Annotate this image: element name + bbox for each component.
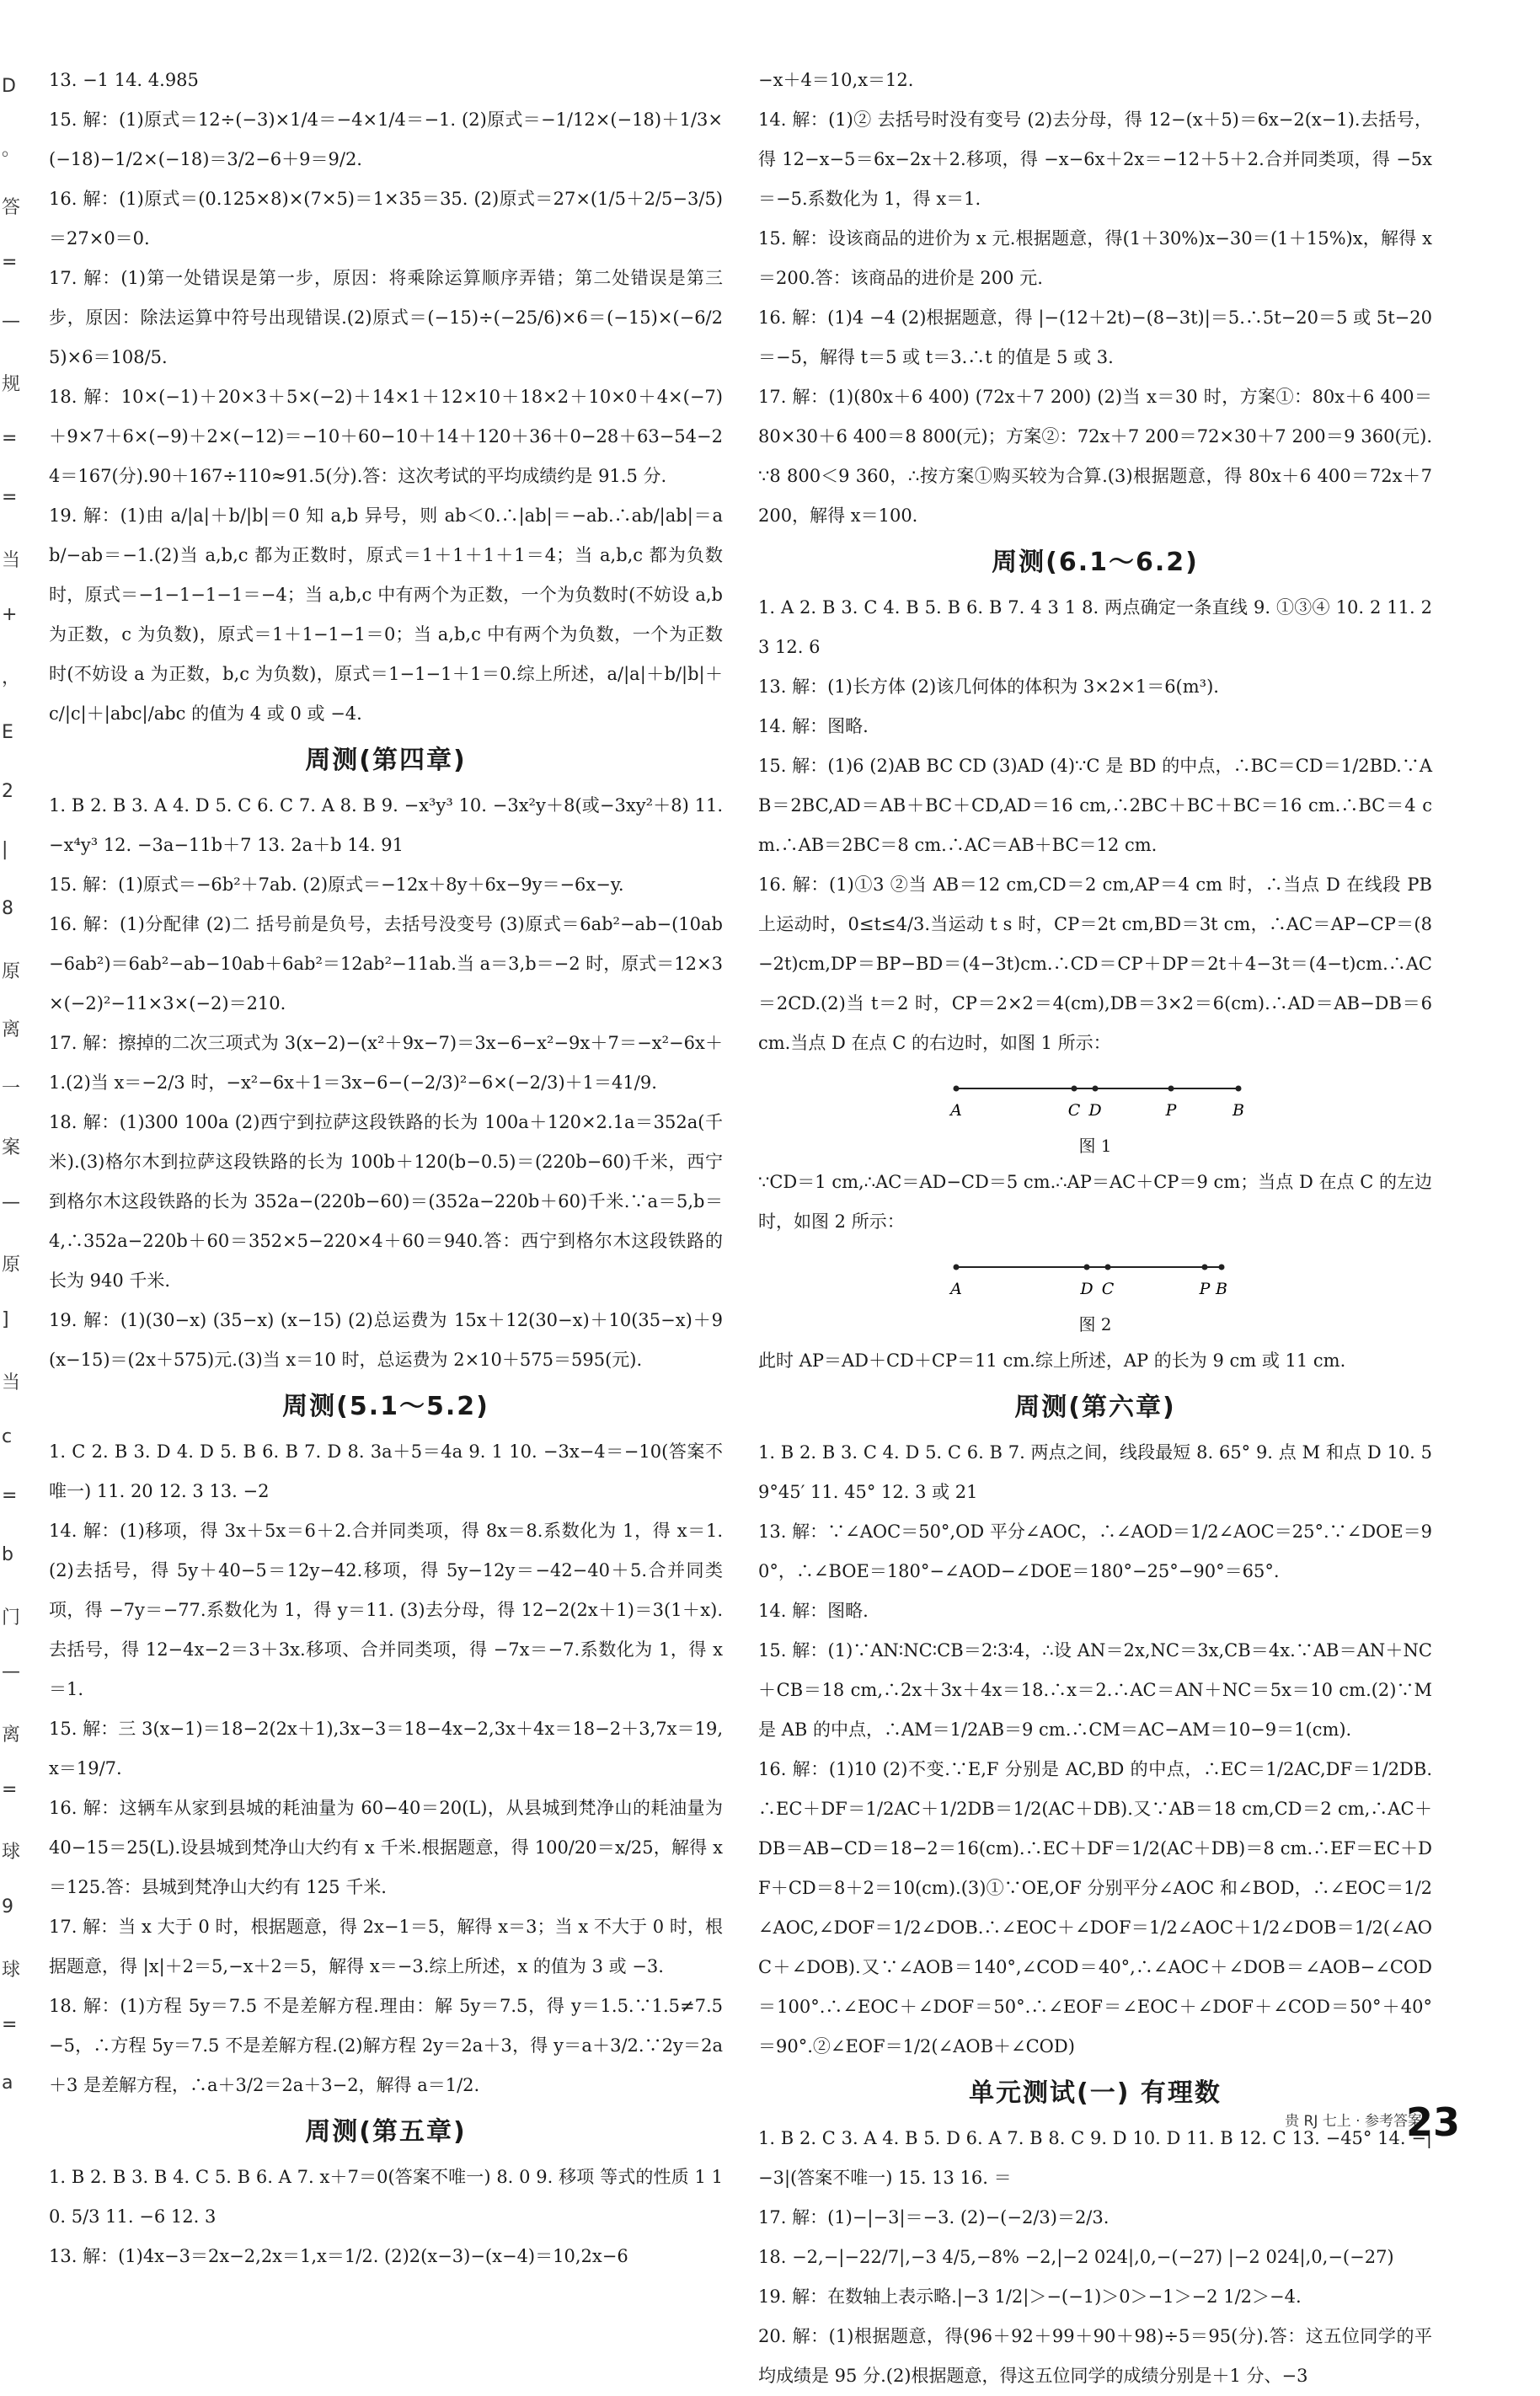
margin-fragment: — [2, 310, 20, 332]
point-label: B [1233, 1101, 1244, 1120]
answer-paragraph: 16. 解：(1)①3 ②当 AB＝12 cm,CD＝2 cm,AP＝4 cm 时，∴当点 D 在线段 PB 上运动时，0≤t≤4/3.当运动 t s 时，CP＝2t cm,BD＝3t cm，∴AC＝AP−CP＝(8−2t)cm,DP＝BP−BD＝(4−3t)cm.∴CD＝CP＋DP＝2t＋4−3t＝(4−t)cm.∴AC＝2CD.(2)当 t＝2 时，CP＝2×2＝4(cm),DB＝3×2＝6(cm).∴AD＝AB−DB＝6 cm.当点 D 在点 C 的右边时，如图 1 所示： [758, 874, 1432, 1053]
answer-paragraph: 1. B 2. B 3. A 4. D 5. C 6. C 7. A 8. B 9. −x³y³ 10. −3x²y＋8(或−3xy²＋8) 11. −x⁴y³ 12. −3a−11b＋7 13. 2a＋b 14. 91 [49, 795, 723, 855]
margin-fragment: = [2, 487, 18, 508]
point-label: P [1165, 1101, 1177, 1120]
margin-fragment: 案 [2, 1136, 21, 1158]
answer-paragraph: 15. 解：(1)∵AN∶NC∶CB＝2∶3∶4，∴设 AN＝2x,NC＝3x,CB＝4x.∵AB＝AN＋NC＋CB＝18 cm,∴2x＋3x＋4x＝18.∴x＝2.∴AC＝AN＋NC＝5x＝10 cm.(2)∵M 是 AB 的中点，∴AM＝1/2AB＝9 cm.∴CM＝AC−AM＝10−9＝1(cm). [758, 1640, 1432, 1740]
answer-paragraph: 15. 解：三 3(x−1)＝18−2(2x＋1),3x−3＝18−4x−2,3x＋4x＝18−2＋3,7x＝19,x＝19/7. [49, 1719, 723, 1778]
margin-fragment: b [2, 1543, 13, 1565]
segment-point [1072, 1086, 1077, 1092]
answer-paragraph: 15. 解：设该商品的进价为 x 元.根据题意，得(1＋30%)x−30＝(1＋15%)x，解得 x＝200.答：该商品的进价是 200 元. [758, 228, 1432, 288]
answer-paragraph: 18. 解：10×(−1)＋20×3＋5×(−2)＋14×1＋12×10＋18×2＋10×0＋4×(−7)＋9×7＋6×(−9)＋2×(−12)＝−10＋60−10＋14＋120＋36＋0−28＋63−54−24＝167(分).90＋167÷110≈91.5(分).答：这次考试的平均成绩约是 91.5 分. [49, 387, 723, 486]
margin-fragment: 离 [2, 1019, 21, 1041]
margin-fragment: 原 [2, 1254, 21, 1276]
margin-fragment: 原 [2, 960, 21, 982]
margin-fragment: 2 [2, 780, 13, 802]
point-label: C [1067, 1101, 1081, 1120]
margin-fragment: 离 [2, 1725, 21, 1746]
answer-paragraph: 17. 解：(1)−|−3|＝−3. (2)−(−2/3)＝2/3. [758, 2207, 1110, 2228]
point-label: D [1088, 1101, 1102, 1120]
figure-caption: 图 2 [1078, 1314, 1112, 1334]
point-label: A [950, 1101, 962, 1120]
answer-paragraph: 1. C 2. B 3. D 4. D 5. B 6. B 7. D 8. 3a＋5＝4a 9. 1 10. −3x−4＝−10(答案不唯一) 11. 20 12. 3 13. −2 [49, 1441, 723, 1501]
margin-fragment: = [2, 428, 18, 450]
answer-paragraph: 17. 解：(1)第一处错误是第一步，原因：将乘除运算顺序弄错；第二处错误是第三步，原因：除法运算中符号出现错误.(2)原式＝(−15)÷(−25/6)×6＝(−15)×(−6/25)×6＝108/5. [49, 268, 723, 367]
answer-paragraph: 此时 AP＝AD＋CD＋CP＝11 cm.综上所述，AP 的长为 9 cm 或 11 cm. [758, 1350, 1346, 1371]
section-heading: 周测(第四章) [305, 746, 467, 775]
margin-fragment: + [2, 604, 18, 626]
answer-paragraph: 16. 解：(1)原式＝(0.125×8)×(7×5)＝1×35＝35. (2)原式＝27×(1/5＋2/5−3/5)＝27×0＝0. [49, 189, 723, 249]
answer-paragraph: 1. B 2. B 3. C 4. D 5. C 6. B 7. 两点之间，线段最短 8. 65° 9. 点 M 和点 D 10. 59°45′ 11. 45° 12. 3 或 21 [758, 1442, 1432, 1502]
margin-fragment: 答 [2, 197, 21, 219]
margin-fragment: = [2, 252, 18, 274]
footer-label: 贵 RJ 七上 · 参考答案 [1285, 2113, 1422, 2130]
point-label: P [1199, 1280, 1211, 1298]
margin-fragment: ， [2, 667, 21, 689]
segment-point [954, 1086, 960, 1092]
margin-fragment: = [2, 1778, 18, 1800]
point-label: D [1080, 1280, 1094, 1298]
answer-paragraph: 14. 解：(1)② 去括号时没有变号 (2)去分母，得 12−(x＋5)＝6x−2(x−1).去括号，得 12−x−5＝6x−2x＋2.移项，得 −x−6x＋2x＝−12＋5＋2.合并同类项，得 −5x＝−5.系数化为 1，得 x＝1. [758, 110, 1432, 209]
answer-paragraph: ∵CD＝1 cm,∴AC＝AD−CD＝5 cm.∴AP＝AC＋CP＝9 cm；当点 D 在点 C 的左边时，如图 2 所示： [758, 1172, 1432, 1232]
margin-fragment: = [2, 1485, 18, 1507]
answer-paragraph: 20. 解：(1)根据题意，得(96＋92＋99＋90＋98)÷5＝95(分).答：这五位同学的平均成绩是 95 分.(2)根据题意，得这五位同学的成绩分别是＋1 分、−3 [758, 2326, 1432, 2386]
answer-paragraph: 14. 解：图略. [758, 1601, 869, 1621]
answer-paragraph: 13. −1 14. 4.985 [49, 70, 199, 90]
section-heading: 周测(5.1～5.2) [282, 1392, 489, 1421]
margin-fragment: — [2, 1191, 20, 1213]
answer-paragraph: 18. 解：(1)300 100a (2)西宁到拉萨这段铁路的长为 100a＋120×2.1a＝352a(千米).(3)格尔木到拉萨这段铁路的长为 100b＋120(b−0.5)＝(220b−60)千米，西宁到格尔木这段铁路的长为 352a−(220b−60)＝(352a−220b＋60)千米.∵a＝5,b＝4,∴352a−220b＋60＝352×5−220×4＋60＝940.答：西宁到格尔木这段铁路的长为 940 千米. [49, 1112, 723, 1291]
margin-fragment: 。 [2, 138, 21, 160]
answer-paragraph: 16. 解：(1)分配律 (2)二 括号前是负号，去括号没变号 (3)原式＝6ab²−ab−(10ab−6ab²)＝6ab²−ab−10ab＋6ab²＝12ab²−11ab.当 a＝3,b＝−2 时，原式＝12×3×(−2)²−11×3×(−2)＝210. [49, 914, 723, 1013]
answer-paragraph: 14. 解：图略. [758, 716, 869, 736]
left-column [49, 61, 723, 2276]
segment-point [1105, 1265, 1111, 1270]
answer-paragraph: 1. A 2. B 3. C 4. B 5. B 6. B 7. 4 3 1 8. 两点确定一条直线 9. ①③④ 10. 2 11. 23 12. 6 [758, 597, 1432, 657]
answer-paragraph: 13. 解：(1)4x−3＝2x−2,2x＝1,x＝1/2. (2)2(x−3)−(x−4)＝10,2x−6 [49, 2246, 628, 2266]
answer-paragraph: 1. B 2. C 3. A 4. B 5. D 6. A 7. B 8. C 9. D 10. D 11. B 12. C 13. −45° 14. −|−3|(答案不唯一) 15. 13 16. ＝ [758, 2128, 1432, 2188]
answer-paragraph: 18. −2,−|−22/7|,−3 4/5,−8% −2,|−2 024|,0,−(−27) |−2 024|,0,−(−27) [758, 2247, 1394, 2267]
answer-paragraph: 15. 解：(1)原式＝12÷(−3)×1/4＝−4×1/4＝−1. (2)原式＝−1/12×(−18)＋1/3×(−18)−1/2×(−18)＝3/2−6＋9＝9/2. [49, 110, 723, 169]
section-heading: 周测(6.1～6.2) [992, 548, 1199, 577]
answer-paragraph: 15. 解：(1)6 (2)AB BC CD (3)AD (4)∵C 是 BD 的中点，∴BC＝CD＝1/2BD.∵AB＝2BC,AD＝AB＋BC＋CD,AD＝16 cm,∴2BC＋BC＋BC＝16 cm.∴BC＝4 cm.∴AB＝2BC＝8 cm.∴AC＝AB＋BC＝12 cm. [758, 756, 1432, 855]
segment-figure [758, 1242, 1432, 1309]
margin-fragment: — [2, 1661, 20, 1683]
answer-paragraph: 17. 解：擦掉的二次三项式为 3(x−2)−(x²＋9x−7)＝3x−6−x²−9x＋7＝−x²−6x＋1.(2)当 x＝−2/3 时，−x²−6x＋1＝3x−6−(−2/3)²−6×(−2/3)＋1＝41/9. [49, 1033, 723, 1093]
segment-point [1236, 1086, 1242, 1092]
answer-paragraph: 18. 解：(1)方程 5y＝7.5 不是差解方程.理由：解 5y＝7.5，得 y＝1.5.∵1.5≠7.5−5，∴方程 5y＝7.5 不是差解方程.(2)解方程 2y＝2a＋3，得 y＝a＋3/2.∵2y＝2a＋3 是差解方程，∴a＋3/2＝2a＋3−2，解得 a＝1/2. [49, 1996, 723, 2095]
margin-fragment: 9 [2, 1896, 13, 1918]
answer-paragraph: 16. 解：这辆车从家到县城的耗油量为 60−40＝20(L)，从县城到梵净山的耗油量为 40−15＝25(L).设县城到梵净山大约有 x 千米.根据题意，得 100/20＝x/25，解得 x＝125.答：县城到梵净山大约有 125 千米. [49, 1798, 723, 1897]
point-label: C [1101, 1280, 1115, 1298]
margin-fragment: E [2, 721, 13, 743]
margin-fragment: a [2, 2072, 13, 2094]
margin-fragment: 球 [2, 1842, 21, 1864]
answer-paragraph: 16. 解：(1)10 (2)不变.∵E,F 分别是 AC,BD 的中点，∴EC＝1/2AC,DF＝1/2DB.∴EC＋DF＝1/2AC＋1/2DB＝1/2(AC＋DB).又∵AB＝18 cm,CD＝2 cm,∴AC＋DB＝AB−CD＝18−2＝16(cm).∴EC＋DF＝1/2(AC＋DB)＝8 cm.∴EF＝EC＋DF＋CD＝8＋2＝10(cm).(3)①∵OE,OF 分别平分∠AOC 和∠BOD，∴∠EOC＝1/2∠AOC,∠DOF＝1/2∠DOB.∴∠EOC＋∠DOF＝1/2∠AOC＋1/2∠DOB＝1/2(∠AOC＋∠DOB).又∵∠AOB＝140°,∠COD＝40°,∴∠AOC＋∠DOB＝∠AOB−∠COD＝100°.∴∠EOC＋∠DOF＝50°.∴∠EOF＝∠EOC＋∠DOF＋∠COD＝50°＋40°＝90°.②∠EOF＝1/2(∠AOB＋∠COD) [758, 1759, 1432, 2056]
margin-fragment: 8 [2, 898, 13, 919]
segment-point [1219, 1265, 1225, 1270]
margin-fragment: 一 [2, 1078, 21, 1100]
answer-paragraph: 17. 解：(1)(80x＋6 400) (72x＋7 200) (2)当 x＝30 时，方案①：80x＋6 400＝80×30＋6 400＝8 800(元)；方案②：72x＋7 200＝72×30＋7 200＝9 360(元).∵8 800＜9 360，∴按方案①购买较为合算.(3)根据题意，得 80x＋6 400＝72x＋7 200，解得 x＝100. [758, 387, 1432, 526]
segment-point [954, 1265, 960, 1270]
answer-paragraph: 15. 解：(1)原式＝−6b²＋7ab. (2)原式＝−12x＋8y＋6x−9y＝−6x−y. [49, 874, 624, 895]
segment-point [1202, 1265, 1208, 1270]
margin-fragment: D [2, 76, 16, 97]
page-number: 23 [1405, 2099, 1460, 2145]
answer-paragraph: −x＋4＝10,x＝12. [758, 70, 914, 90]
answer-paragraph: 14. 解：(1)移项，得 3x＋5x＝6＋2.合并同类项，得 8x＝8.系数化为 1，得 x＝1.(2)去括号，得 5y＋40−5＝12y−42.移项，得 5y−12y＝−42−40＋5.合并同类项，得 −7y＝−77.系数化为 1，得 y＝11. (3)去分母，得 12−2(2x＋1)＝3(1＋x).去括号，得 12−4x−2＝3＋3x.移项、合并同类项，得 −7x＝−7.系数化为 1，得 x＝1. [49, 1521, 723, 1699]
section-heading: 周测(第六章) [1014, 1393, 1176, 1422]
segment-figure [758, 1063, 1432, 1131]
segment-point [1084, 1265, 1090, 1270]
answer-paragraph: 19. 解：在数轴上表示略.|−3 1/2|＞−(−1)＞0＞−1＞−2 1/2＞−4. [758, 2286, 1302, 2307]
section-heading: 单元测试(一) 有理数 [969, 2078, 1222, 2108]
margin-fragment: 当 [2, 549, 21, 571]
segment-diagram [758, 1242, 1432, 1309]
segment-point [1093, 1086, 1099, 1092]
answer-paragraph: 13. 解：∵∠AOC＝50°,OD 平分∠AOC，∴∠AOD＝1/2∠AOC＝25°.∵∠DOE＝90°，∴∠BOE＝180°−∠AOD−∠DOE＝180°−25°−90°＝65°. [758, 1522, 1432, 1581]
answer-paragraph: 1. B 2. B 3. B 4. C 5. B 6. A 7. x＋7＝0(答案不唯一) 8. 0 9. 移项 等式的性质 1 10. 5/3 11. −6 12. 3 [49, 2167, 723, 2227]
point-label: A [950, 1280, 962, 1298]
figure-caption: 图 1 [1078, 1136, 1112, 1156]
margin-fragment: c [2, 1426, 13, 1448]
answer-paragraph: 19. 解：(1)由 a/|a|＋b/|b|＝0 知 a,b 异号，则 ab＜0.∴|ab|＝−ab.∴ab/|ab|＝ab/−ab＝−1.(2)当 a,b,c 都为正数时，原式＝1＋1＋1＋1＝4；当 a,b,c 都为负数时，原式＝−1−1−1−1＝−4；当 a,b,c 中有两个为正数，一个为负数时(不妨设 a,b 为正数，c 为负数)，原式＝1＋1−1−1＝0；当 a,b,c 中有两个为负数，一个为正数时(不妨设 a 为正数，b,c 为负数)，原式＝1−1−1＋1＝0.综上所述，a/|a|＋b/|b|＋c/|c|＋|abc|/abc 的值为 4 或 0 或 −4. [49, 505, 723, 724]
point-label: B [1216, 1280, 1227, 1298]
margin-fragment: 当 [2, 1372, 21, 1393]
margin-fragment: ] [2, 1309, 9, 1330]
answer-paragraph: 13. 解：(1)长方体 (2)该几何体的体积为 3×2×1＝6(m³). [758, 677, 1219, 697]
margin-fragment: | [2, 839, 8, 861]
answer-paragraph: 17. 解：当 x 大于 0 时，根据题意，得 2x−1＝5，解得 x＝3；当 x 不大于 0 时，根据题意，得 |x|＋2＝5,−x＋2＝5，解得 x＝−3.综上所述，x 的值为 3 或 −3. [49, 1917, 723, 1976]
section-heading: 周测(第五章) [305, 2117, 467, 2147]
margin-fragment: 球 [2, 1959, 21, 1981]
binding-margin-fragments [0, 0, 25, 2163]
answer-paragraph: 16. 解：(1)4 −4 (2)根据题意，得 |−(12＋2t)−(8−3t)|＝5.∴5t−20＝5 或 5t−20＝−5，解得 t＝5 或 t＝3.∴t 的值是 5 或 3. [758, 308, 1432, 367]
margin-fragment: 门 [2, 1607, 21, 1629]
answer-paragraph: 19. 解：(1)(30−x) (35−x) (x−15) (2)总运费为 15x＋12(30−x)＋10(35−x)＋9(x−15)＝(2x＋575)元.(3)当 x＝10 时，总运费为 2×10＋575＝595(元). [49, 1310, 723, 1370]
margin-fragment: = [2, 2014, 18, 2035]
right-column [758, 61, 1432, 2396]
segment-point [1168, 1086, 1174, 1092]
margin-fragment: 规 [2, 373, 21, 395]
segment-diagram [758, 1063, 1432, 1131]
